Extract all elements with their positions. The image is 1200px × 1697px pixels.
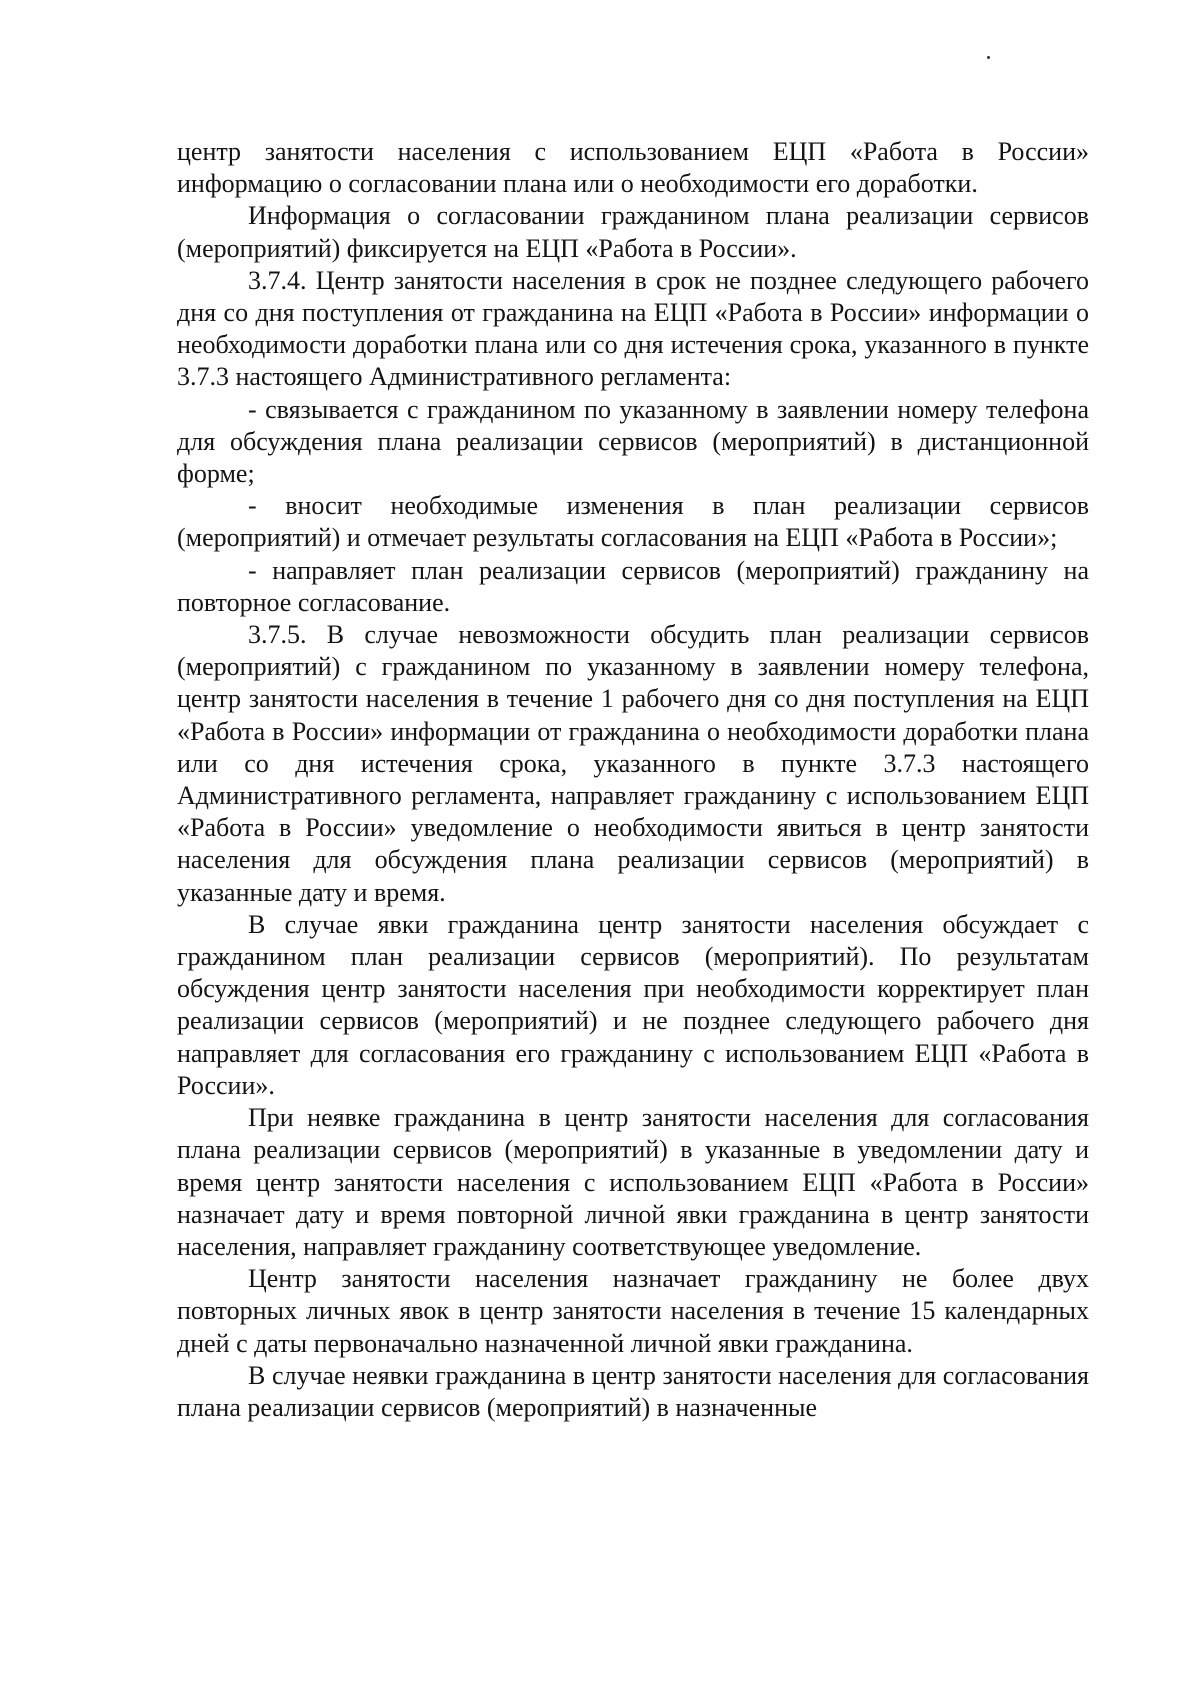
- paragraph-continuation: центр занятости населения с использованием ЕЦП «Работа в России» информацию о согласовании плана или о необходимости его доработки.: [177, 137, 1089, 199]
- paragraph-attendance: В случае явки гражданина центр занятости населения обсуждает с гражданином план реализации сервисов (мероприятий). По результатам обсуждения центр занятости населения при необходимости корректирует план реализации сервисов (мероприятий) и не позднее следующего рабочего дня направляет для согласования его гражданину с использованием ЕЦП «Работа в России».: [177, 909, 1089, 1100]
- document-body: [177, 136, 1089, 1424]
- paragraph-repeat-visits: Центр занятости населения назначает гражданину не более двух повторных личных явок в центр занятости населения в течение 15 календарных дней с даты первоначально назначенной личной явки гражданина.: [177, 1264, 1089, 1358]
- paragraph-3-7-5: 3.7.5. В случае невозможности обсудить план реализации сервисов (мероприятий) с гражданином по указанному в заявлении номеру телефона, центр занятости населения в течение 1 рабочего дня со дня поступления на ЕЦП «Работа в России» информации от гражданина о необходимости доработки плана или со дня истечения срока, указанного в пункте 3.7.3 настоящего Административного регламента, направляет гражданину с использованием ЕЦП «Работа в России» уведомление о необходимости явиться в центр занятости населения для обсуждения плана реализации сервисов (мероприятий) в указанные дату и время.: [177, 620, 1089, 907]
- list-item-make-changes: - вносит необходимые изменения в план реализации сервисов (мероприятий) и отмечает результаты согласования на ЕЦП «Работа в России»;: [177, 491, 1089, 553]
- list-item-contact-citizen: - связывается с гражданином по указанному в заявлении номеру телефона для обсуждения плана реализации сервисов (мероприятий) в дистанционной форме;: [177, 394, 1089, 489]
- paragraph-3-7-4: 3.7.4. Центр занятости населения в срок не позднее следующего рабочего дня со дня поступления от гражданина на ЕЦП «Работа в России» информации о необходимости доработки плана или со дня истечения срока, указанного в пункте 3.7.3 настоящего Административного регламента:: [177, 265, 1089, 392]
- list-item-send-plan: - направляет план реализации сервисов (мероприятий) гражданину на повторное согласование.: [177, 555, 1089, 617]
- paragraph-non-attendance: При неявке гражданина в центр занятости населения для согласования плана реализации сервисов (мероприятий) в указанные в уведомлении дату и время центр занятости населения с использованием ЕЦП «Работа в России» назначает дату и время повторной личной явки гражданина в центр занятости населения, направляет гражданину соответствующее уведомление.: [177, 1103, 1089, 1261]
- scan-dot-mark: [987, 56, 990, 59]
- paragraph-approval-record: Информация о согласовании гражданином плана реализации сервисов (мероприятий) фиксируется на ЕЦП «Работа в России».: [177, 201, 1089, 263]
- paragraph-final-non-attendance: В случае неявки гражданина в центр занятости населения для согласования плана реализации сервисов (мероприятий) в назначенные: [177, 1360, 1089, 1422]
